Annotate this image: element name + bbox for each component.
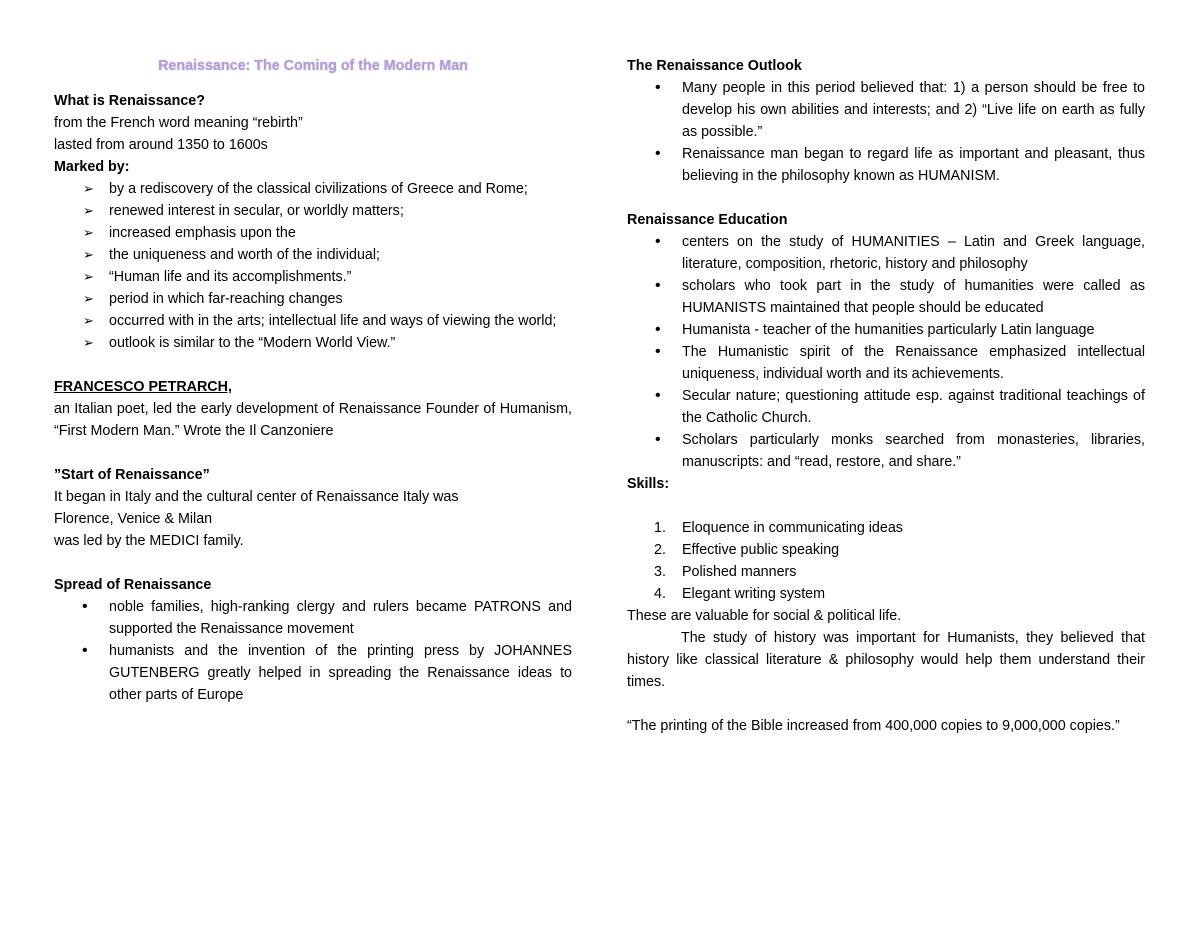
marked-heading: Marked by: [54,159,130,175]
education-list [627,231,1145,473]
outlook-list [627,77,1145,187]
list-item: • Scholars particularly monks searched from monasteries, libraries, manuscripts: and “read, restore, and share.” [655,431,1145,470]
education-heading: Renaissance Education [627,212,788,228]
left-column [54,55,572,706]
what-heading: What is Renaissance? [54,93,205,109]
what-line: lasted from around 1350 to 1600s [54,137,268,153]
arrow-bullet-icon: ➢ [83,247,94,262]
right-column [627,55,1145,737]
list-item: ➢ renewed interest in secular, or worldly matters; [54,200,572,222]
spread-list [54,596,572,706]
list-item: ➢ outlook is similar to the “Modern World View.” [54,332,572,354]
list-item: • Humanista - teacher of the humanities particularly Latin language [627,319,1145,341]
list-item: • Many people in this period believed that: 1) a person should be free to develop his own abilities and interests; and 2) “Live life on earth as fully as possible.” [655,79,1145,140]
list-item: • Renaissance man began to regard life as important and pleasant, thus believing in the philosophy known as HUMANISM. [655,145,1145,184]
list-item: ➢ “Human life and its accomplishments.” [54,266,572,288]
list-item: ➢ by a rediscovery of the classical civilizations of Greece and Rome; [54,178,572,200]
arrow-bullet-icon: ➢ [83,225,94,240]
list-item: • Secular nature; questioning attitude esp. against traditional teachings of the Catholic Church. [655,387,1145,426]
bullet-icon: • [655,387,661,404]
start-heading: ”Start of Renaissance” [54,467,210,483]
list-item: 4. Elegant writing system [654,586,826,602]
start-line: was led by the MEDICI family. [54,533,244,549]
bullet-icon: • [655,233,661,250]
arrow-bullet-icon: ➢ [83,313,94,328]
outlook-heading: The Renaissance Outlook [627,58,802,74]
bullet-icon: • [655,277,661,294]
bullet-icon: • [655,145,661,162]
petrarch-heading: FRANCESCO PETRARCH, [54,379,232,395]
bullet-icon: • [655,321,661,338]
list-item: ➢ the uniqueness and worth of the individual; [54,244,572,266]
list-item: ➢ increased emphasis upon the [54,222,572,244]
arrow-bullet-icon: ➢ [83,335,94,350]
list-item: 3. Polished manners [654,564,797,580]
list-item: • scholars who took part in the study of humanities were called as HUMANISTS maintained that people should be educated [655,277,1145,316]
bullet-icon: • [82,642,88,659]
list-item: • noble families, high-ranking clergy and rulers became PATRONS and supported the Renaissance movement [82,598,572,637]
spread-heading: Spread of Renaissance [54,577,212,593]
list-item: • centers on the study of HUMANITIES – Latin and Greek language, literature, composition, rhetoric, history and philosophy [655,233,1145,272]
bullet-icon: • [655,343,661,360]
list-item: ➢ period in which far-reaching changes [54,288,572,310]
bullet-icon: • [655,79,661,96]
list-item: • The Humanistic spirit of the Renaissance emphasized intellectual uniqueness, individual worth and its achievements. [655,343,1145,382]
marked-list [54,178,572,354]
document-title: Renaissance: The Coming of the Modern Man [158,58,468,74]
list-item: • humanists and the invention of the printing press by JOHANNES GUTENBERG greatly helped in spreading the Renaissance ideas to other parts of Europe [82,642,572,703]
history-paragraph: The study of history was important for Humanists, they believed that history like classical literature & philosophy would help them understand their times. [627,630,1145,690]
petrarch-text: an Italian poet, led the early development of Renaissance Founder of Humanism, “First Modern Man.” Wrote the Il Canzoniere [54,401,572,439]
arrow-bullet-icon: ➢ [83,291,94,306]
arrow-bullet-icon: ➢ [83,203,94,218]
list-item: 1. Eloquence in communicating ideas [654,520,903,536]
arrow-bullet-icon: ➢ [83,181,94,196]
start-line: It began in Italy and the cultural center of Renaissance Italy was [54,489,459,505]
list-item: 2. Effective public speaking [654,542,840,558]
arrow-bullet-icon: ➢ [83,269,94,284]
bible-quote: “The printing of the Bible increased from 400,000 copies to 9,000,000 copies.” [627,718,1120,734]
skills-list [627,517,1145,605]
valuable-line: These are valuable for social & political life. [627,608,902,624]
list-item: ➢ occurred with in the arts; intellectual life and ways of viewing the world; [54,310,572,332]
skills-heading: Skills: [627,476,670,492]
what-line: from the French word meaning “rebirth” [54,115,303,131]
bullet-icon: • [655,431,661,448]
start-line: Florence, Venice & Milan [54,511,213,527]
bullet-icon: • [82,598,88,615]
